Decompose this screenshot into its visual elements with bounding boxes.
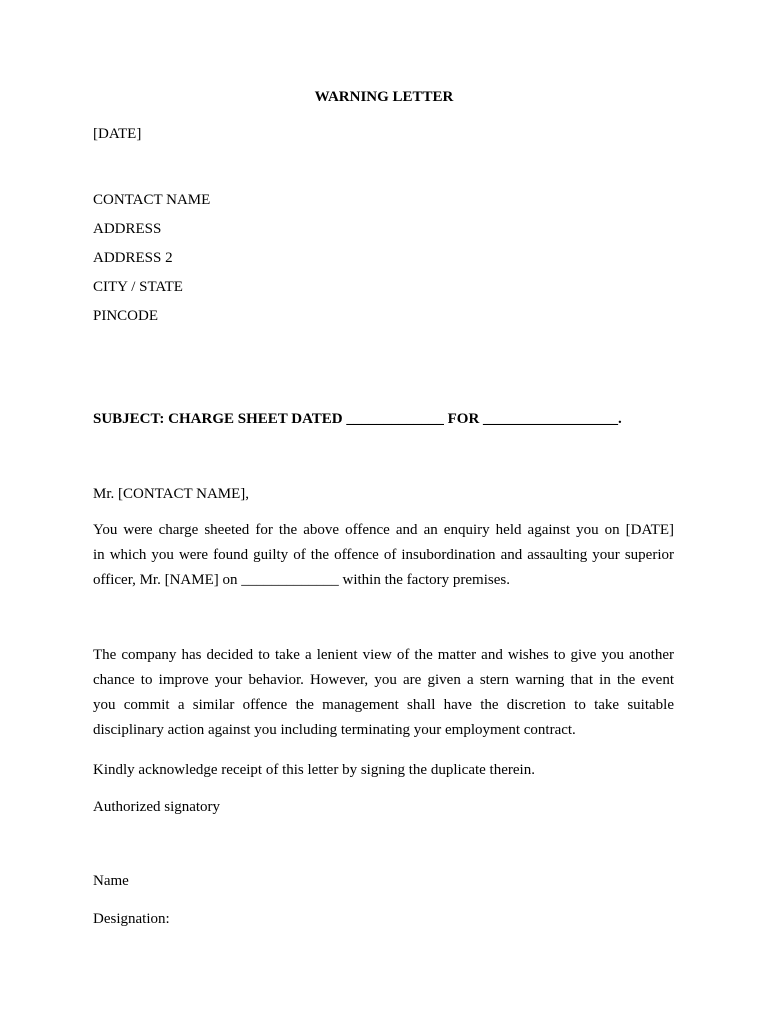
paragraph-line: you commit a similar offence the management shall have the discretion to take suitable xyxy=(93,697,674,713)
letter-subject: SUBJECT: CHARGE SHEET DATED _____________ FOR __________________. xyxy=(93,411,622,427)
designation-label: Designation: xyxy=(93,911,170,927)
salutation: Mr. [CONTACT NAME], xyxy=(93,486,250,502)
paragraph-line: The company has decided to take a lenient view of the matter and wishes to give you another xyxy=(93,647,674,663)
paragraph-line: You were charge sheeted for the above offence and an enquiry held against you on [DATE] xyxy=(93,522,674,538)
letter-date: [DATE] xyxy=(93,126,142,142)
recipient-pincode: PINCODE xyxy=(93,308,159,324)
recipient-city-state: CITY / STATE xyxy=(93,279,183,295)
paragraph-line: officer, Mr. [NAME] on _____________ within the factory premises. xyxy=(93,572,510,588)
recipient-address: ADDRESS xyxy=(93,221,162,237)
recipient-address-2: ADDRESS 2 xyxy=(93,250,173,266)
paragraph-line: disciplinary action against you including terminating your employment contract. xyxy=(93,722,576,738)
letter-title: WARNING LETTER xyxy=(314,89,454,105)
name-label: Name xyxy=(93,873,129,889)
acknowledge-text: Kindly acknowledge receipt of this letter by signing the duplicate therein. xyxy=(93,762,535,778)
paragraph-offence xyxy=(93,518,674,593)
paragraph-line: chance to improve your behavior. However, you are given a stern warning that in the event xyxy=(93,672,674,688)
recipient-contact-name: CONTACT NAME xyxy=(93,192,211,208)
signatory-label: Authorized signatory xyxy=(93,799,221,815)
paragraph-warning xyxy=(93,643,674,743)
paragraph-line: in which you were found guilty of the offence of insubordination and assaulting your superior xyxy=(93,547,674,563)
